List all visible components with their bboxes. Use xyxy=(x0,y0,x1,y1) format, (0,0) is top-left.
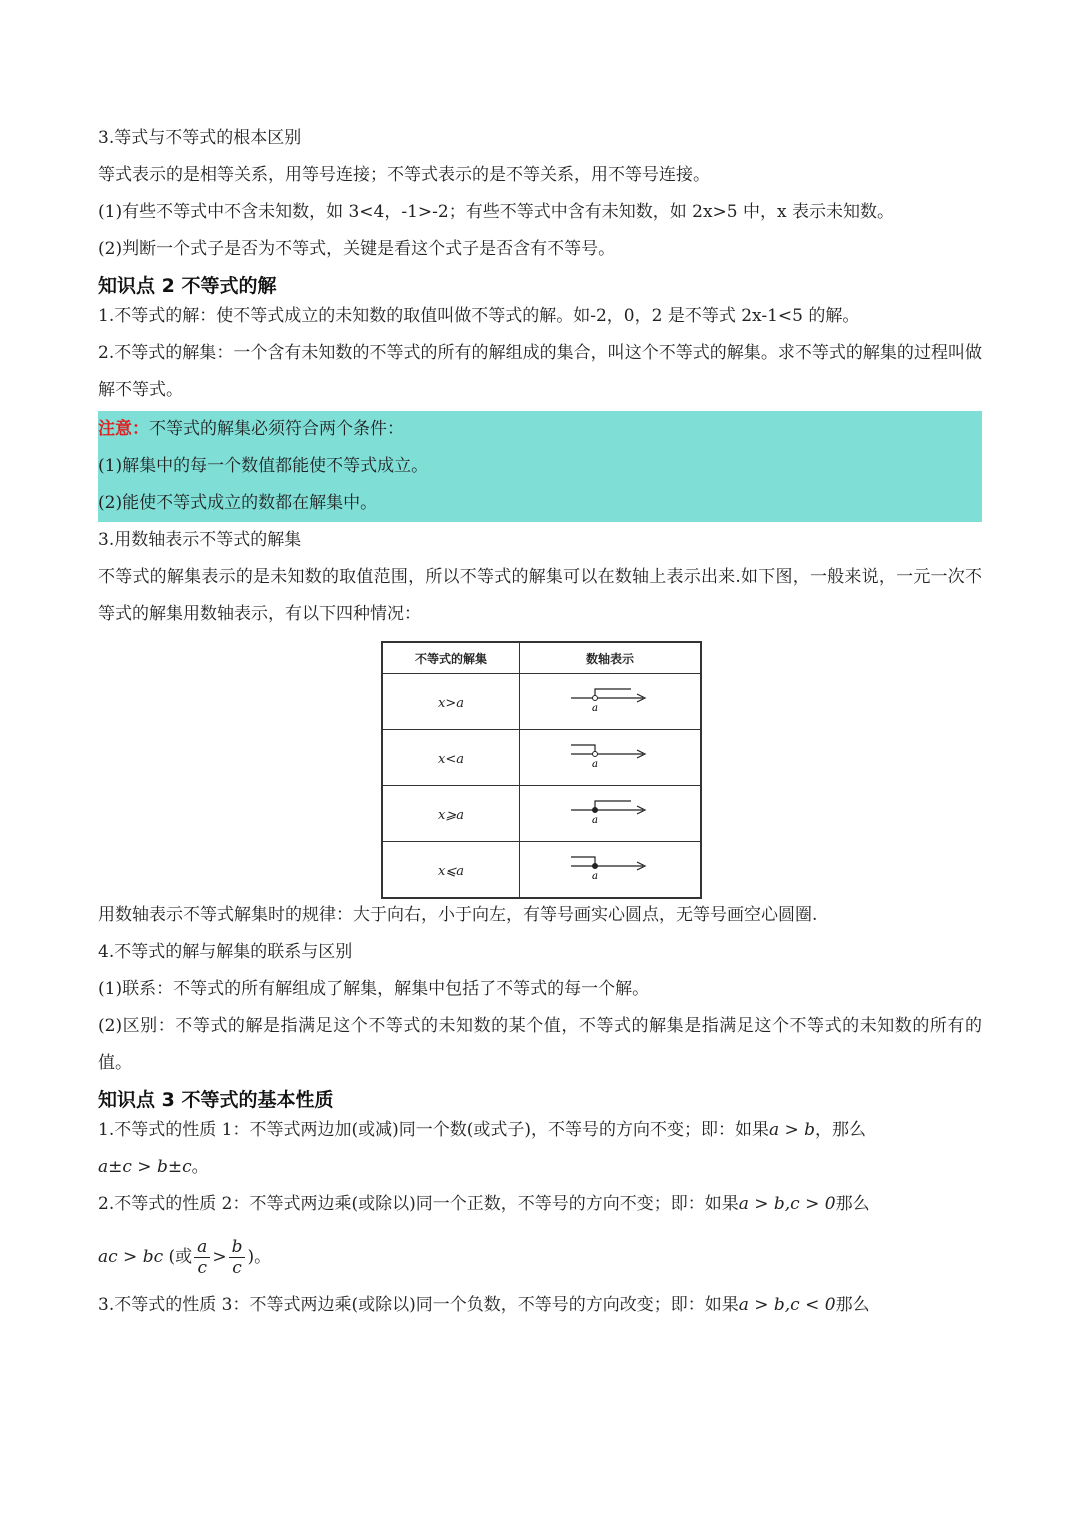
math-expression: a > b xyxy=(768,1120,816,1140)
inequality-cell xyxy=(382,674,520,730)
number-line-cell xyxy=(520,786,702,842)
number-line-cell xyxy=(520,730,702,786)
number-line-diagram xyxy=(565,850,655,886)
paragraph: 3.用数轴表示不等式的解集 xyxy=(98,530,302,550)
number-line-cell xyxy=(520,842,702,899)
paragraph: 4.不等式的解与解集的联系与区别 xyxy=(98,942,353,962)
inequality-text: x>a xyxy=(438,696,464,711)
math-expression: a±c > b±c xyxy=(98,1157,192,1177)
table-row xyxy=(382,842,701,899)
table-header: 不等式的解集 xyxy=(382,642,520,674)
point-label: a xyxy=(592,702,598,714)
paragraph: (1)有些不等式中不含未知数，如 3<4，-1>-2；有些不等式中含有未知数，如 2x>5 中，x 表示未知数。 xyxy=(98,202,894,222)
hollow-dot-icon xyxy=(593,751,598,756)
paragraph: 不等式的解集表示的是未知数的取值范围，所以不等式的解集可以在数轴上表示出来.如下图，一般来说，一元一次不等式的解集用数轴表示，有以下四种情况： xyxy=(98,567,982,624)
fraction-numerator: a xyxy=(194,1237,210,1258)
paragraph: (2)判断一个式子是否为不等式，关键是看这个式子是否含有不等号。 xyxy=(98,239,616,259)
number-line-table xyxy=(381,641,702,899)
inequality-text: x<a xyxy=(438,752,464,767)
number-line-diagram xyxy=(565,682,655,718)
property-text: 1.不等式的性质 1：不等式两边加(或减)同一个数(或式子)，不等号的方向不变；即：如果 xyxy=(98,1120,769,1140)
point-label: a xyxy=(592,758,598,770)
property-text: ，那么 xyxy=(815,1120,867,1140)
math-expression: ac > bc xyxy=(98,1247,164,1267)
point-label: a xyxy=(592,814,598,826)
property-1-result xyxy=(98,1149,982,1186)
solution-ray-left xyxy=(571,745,595,754)
inequality-text: x⩽a xyxy=(438,864,464,879)
note-item: (2)能使不等式成立的数都在解集中。 xyxy=(98,493,378,513)
solution-ray-right xyxy=(595,801,631,810)
section3-title: 3.等式与不等式的根本区别 xyxy=(98,128,302,148)
note-line xyxy=(98,411,982,448)
table-header: 数轴表示 xyxy=(520,642,702,674)
fraction xyxy=(229,1237,246,1278)
inequality-text: x⩾a xyxy=(438,808,464,823)
solid-dot-icon xyxy=(593,863,598,868)
paragraph: 等式表示的是相等关系，用等号连接；不等式表示的是不等关系，用不等号连接。 xyxy=(98,165,710,185)
property-text: 。 xyxy=(191,1157,209,1177)
table-header-row xyxy=(382,642,701,674)
property-text: 2.不等式的性质 2：不等式两边乘(或除以)同一个正数，不等号的方向不变；即：如果 xyxy=(98,1194,739,1214)
property-text: (或 xyxy=(168,1247,193,1267)
math-operator: > xyxy=(212,1247,227,1267)
property-text: )。 xyxy=(247,1247,272,1267)
number-line-cell xyxy=(520,674,702,730)
property-text: 那么 xyxy=(835,1194,870,1214)
fraction-denominator: c xyxy=(232,1258,242,1278)
paragraph: 1.不等式的解：使不等式成立的未知数的取值叫做不等式的解。如-2，0，2 是不等式 2x-1<5 的解。 xyxy=(98,306,860,326)
fraction-denominator: c xyxy=(197,1258,207,1278)
knowledge-point-3-heading: 知识点 3 不等式的基本性质 xyxy=(98,1089,334,1111)
knowledge-point-2-heading: 知识点 2 不等式的解 xyxy=(98,275,277,297)
paragraph: (1)联系：不等式的所有解组成了解集，解集中包括了不等式的每一个解。 xyxy=(98,979,650,999)
hollow-dot-icon xyxy=(593,695,598,700)
property-2-result xyxy=(98,1227,982,1287)
number-line-diagram xyxy=(565,794,655,830)
table-row xyxy=(382,730,701,786)
note-item: (1)解集中的每一个数值都能使不等式成立。 xyxy=(98,456,429,476)
solution-ray-right xyxy=(595,689,631,698)
table-row xyxy=(382,786,701,842)
number-line-diagram xyxy=(565,738,655,774)
paragraph: 2.不等式的解集：一个含有未知数的不等式的所有的解组成的集合，叫这个不等式的解集。求不等式的解集的过程叫做解不等式。 xyxy=(98,343,982,400)
inequality-cell xyxy=(382,842,520,899)
paragraph: (2)区别：不等式的解是指满足这个不等式的未知数的某个值，不等式的解集是指满足这个不等式的未知数的所有的值。 xyxy=(98,1016,982,1073)
fraction-numerator: b xyxy=(229,1237,246,1258)
number-line-table-figure xyxy=(98,633,982,897)
note-box xyxy=(98,411,982,522)
property-text: 3.不等式的性质 3：不等式两边乘(或除以)同一个负数，不等号的方向改变；即：如果 xyxy=(98,1295,739,1315)
fraction xyxy=(194,1237,210,1278)
property-text: 那么 xyxy=(835,1295,870,1315)
table-row xyxy=(382,674,701,730)
point-label: a xyxy=(592,870,598,882)
inequality-cell xyxy=(382,786,520,842)
property-1 xyxy=(98,1112,982,1149)
paragraph: 用数轴表示不等式解集时的规律：大于向右，小于向左，有等号画实心圆点，无等号画空心圆圈. xyxy=(98,905,818,925)
math-expression: a > b,c > 0 xyxy=(738,1194,836,1214)
math-expression: a > b,c < 0 xyxy=(738,1295,836,1315)
solid-dot-icon xyxy=(593,807,598,812)
inequality-cell xyxy=(382,730,520,786)
note-text: 不等式的解集必须符合两个条件： xyxy=(149,419,404,439)
property-3 xyxy=(98,1287,982,1324)
solution-ray-left xyxy=(571,857,595,866)
property-2 xyxy=(98,1186,982,1223)
document-page xyxy=(98,120,982,1324)
note-label: 注意： xyxy=(98,419,149,439)
